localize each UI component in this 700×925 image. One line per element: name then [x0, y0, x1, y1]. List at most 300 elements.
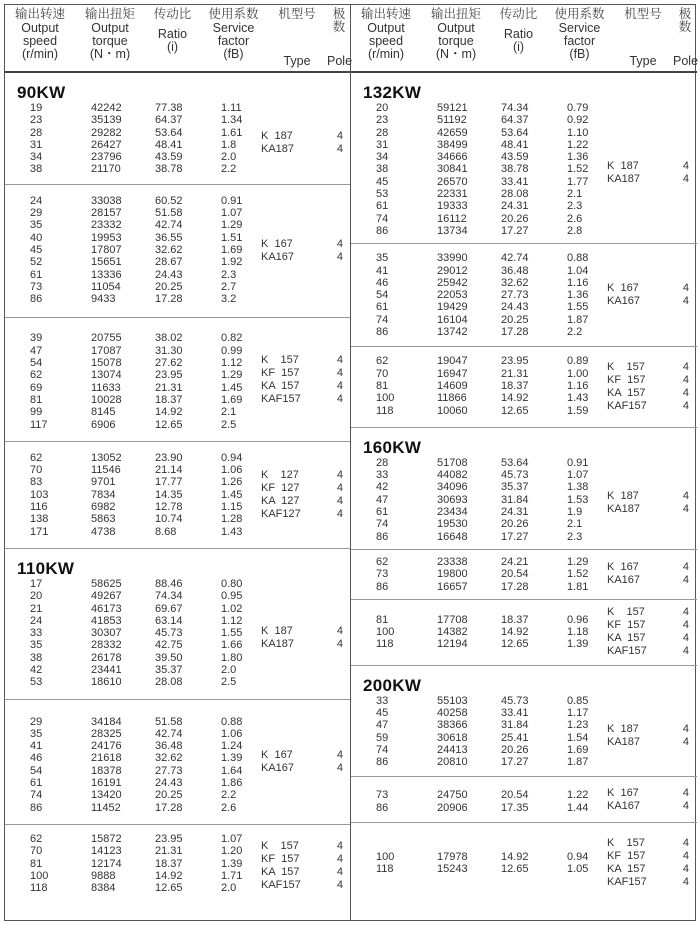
model-type-row	[607, 561, 697, 574]
table-row	[351, 102, 697, 114]
cell-torque: 4738	[91, 525, 116, 538]
table-row	[5, 406, 350, 418]
table-row	[351, 188, 697, 200]
header-label-en: Service	[558, 21, 601, 35]
cell-service-factor: 1.22	[567, 789, 589, 802]
header-service-factor	[546, 5, 613, 71]
pole-count: 4	[336, 852, 343, 865]
cell-speed: 61	[30, 268, 43, 281]
table-row	[351, 457, 697, 469]
cell-ratio: 20.25	[501, 313, 529, 326]
cell-ratio: 42.75	[155, 639, 183, 652]
cell-torque: 19047	[437, 355, 468, 368]
pole-count: 4	[682, 295, 689, 308]
header-label-en: Type	[629, 54, 657, 68]
cell-ratio: 28.08	[155, 676, 183, 689]
cell-speed: 47	[376, 493, 389, 506]
model-type-row	[261, 251, 350, 264]
cell-speed: 86	[376, 756, 389, 769]
header-label-en: Output	[367, 21, 405, 35]
cell-service-factor: 1.12	[221, 357, 243, 370]
cell-torque: 20755	[91, 332, 122, 345]
model-types	[261, 354, 350, 406]
cell-ratio: 17.28	[155, 801, 183, 814]
header-label-en: (N・m)	[435, 47, 477, 61]
header-pole	[673, 5, 697, 71]
pole-count: 4	[682, 735, 689, 748]
header-ratio	[145, 5, 200, 71]
model-type-row	[261, 143, 350, 156]
cell-ratio: 24.21	[501, 555, 529, 568]
cell-torque: 15243	[437, 863, 468, 876]
cell-service-factor: 1.12	[221, 614, 243, 627]
cell-ratio: 23.95	[155, 832, 183, 845]
cell-torque: 26427	[91, 138, 122, 151]
cell-ratio: 20.25	[155, 280, 183, 293]
model-type: KF 157	[607, 374, 646, 387]
model-type-row	[261, 508, 350, 521]
cell-torque: 13734	[437, 224, 468, 237]
cell-service-factor: 1.39	[567, 638, 589, 651]
cell-speed: 28	[30, 126, 43, 139]
cell-speed: 116	[30, 501, 48, 514]
cell-service-factor: 1.54	[567, 731, 589, 744]
model-type: K 187	[607, 489, 639, 502]
cell-torque: 19800	[437, 568, 468, 581]
model-type-row	[607, 574, 697, 587]
header-label-en: (fB)	[569, 47, 590, 61]
cell-speed: 47	[30, 344, 43, 357]
model-type-row	[607, 645, 697, 658]
model-group	[5, 825, 350, 906]
model-type-row	[607, 800, 697, 813]
cell-ratio: 20.26	[501, 518, 529, 531]
header-label-en: Ratio	[157, 27, 188, 41]
model-type-row	[607, 837, 697, 850]
model-type-row	[607, 160, 697, 173]
cell-torque: 23434	[437, 506, 468, 519]
cell-speed: 86	[376, 326, 389, 339]
cell-torque: 11054	[91, 280, 121, 293]
cell-torque: 23796	[91, 151, 122, 164]
cell-torque: 28157	[91, 207, 122, 220]
cell-torque: 11452	[91, 801, 121, 814]
cell-speed: 100	[376, 626, 395, 639]
model-type-row	[261, 469, 350, 482]
cell-torque: 10060	[437, 404, 468, 417]
cell-service-factor: 1.44	[567, 801, 589, 814]
model-types	[607, 837, 697, 889]
cell-ratio: 36.48	[155, 740, 183, 753]
cell-service-factor: 2.8	[567, 224, 583, 237]
model-type: K 167	[607, 786, 639, 799]
cell-ratio: 14.35	[155, 488, 183, 501]
power-rating-title: 110KW	[17, 558, 75, 578]
cell-speed: 20	[376, 102, 389, 114]
pole-count: 4	[336, 353, 343, 366]
cell-ratio: 38.02	[155, 332, 183, 345]
model-group	[351, 244, 697, 347]
cell-ratio: 77.38	[155, 102, 183, 114]
cell-ratio: 31.30	[155, 344, 183, 357]
model-types	[261, 238, 350, 264]
model-types	[261, 749, 350, 775]
model-type: KA 157	[607, 632, 646, 645]
cell-torque: 25942	[437, 276, 468, 289]
header-label-cn: 传动比	[499, 7, 538, 21]
cell-torque: 34184	[91, 715, 122, 728]
model-types	[261, 625, 350, 651]
cell-torque: 33038	[91, 194, 122, 207]
cell-service-factor: 1.29	[221, 369, 243, 382]
cell-service-factor: 0.91	[567, 456, 589, 469]
model-type-row	[261, 354, 350, 367]
power-rating-title: 160KW	[363, 437, 422, 457]
header-label-cn: 输出扭矩	[430, 7, 481, 21]
cell-service-factor: 1.64	[221, 764, 243, 777]
cell-service-factor: 0.94	[567, 851, 589, 864]
cell-ratio: 17.27	[501, 224, 529, 237]
cell-speed: 23	[30, 114, 43, 127]
model-type-row	[607, 787, 697, 800]
model-type: KA 157	[607, 387, 646, 400]
pole-count: 4	[682, 876, 689, 889]
model-type-row	[607, 850, 697, 863]
model-type: KA 157	[261, 379, 300, 392]
cell-ratio: 17.77	[155, 476, 183, 489]
table-row	[5, 332, 350, 344]
cell-ratio: 18.37	[155, 393, 183, 406]
cell-speed: 29	[30, 207, 43, 220]
power-rating-title: 132KW	[363, 83, 422, 102]
cell-torque: 23338	[437, 555, 468, 568]
cell-speed: 70	[30, 464, 43, 477]
table-row	[351, 114, 697, 126]
pole-count: 4	[682, 863, 689, 876]
cell-ratio: 48.41	[155, 138, 183, 151]
cell-torque: 22053	[437, 289, 468, 302]
cell-ratio: 17.28	[501, 326, 529, 339]
cell-torque: 15078	[91, 357, 122, 370]
table-header	[5, 5, 353, 73]
cell-speed: 53	[30, 676, 43, 689]
cell-service-factor: 0.88	[567, 252, 589, 265]
cell-speed: 45	[376, 175, 389, 188]
cell-torque: 16191	[91, 777, 122, 790]
table-row	[351, 756, 697, 768]
header-label-en: Output	[21, 21, 59, 35]
cell-service-factor: 1.45	[221, 381, 243, 394]
table-row	[351, 326, 697, 338]
cell-service-factor: 1.86	[221, 777, 243, 790]
model-types	[261, 130, 350, 156]
cell-speed: 61	[376, 506, 389, 519]
header-label-en: Type	[283, 54, 311, 68]
cell-service-factor: 1.17	[567, 706, 589, 719]
model-types	[607, 561, 697, 587]
header-label-en: (N・m)	[89, 47, 131, 61]
cell-service-factor: 2.3	[567, 200, 583, 213]
cell-ratio: 64.37	[501, 114, 529, 127]
header-label-cn: 极数	[332, 7, 346, 34]
model-type-row	[261, 130, 350, 143]
cell-ratio: 32.62	[155, 752, 183, 765]
cell-torque: 19333	[437, 200, 468, 213]
cell-speed: 38	[30, 651, 43, 664]
cell-ratio: 43.59	[501, 151, 529, 164]
cell-ratio: 12.65	[155, 882, 183, 895]
model-type: K 167	[261, 238, 293, 251]
cell-service-factor: 1.04	[567, 264, 589, 277]
cell-ratio: 35.37	[155, 663, 183, 676]
model-types	[607, 606, 697, 658]
model-type-row	[607, 606, 697, 619]
cell-speed: 86	[376, 801, 389, 814]
cell-ratio: 45.73	[501, 469, 529, 482]
cell-speed: 41	[30, 740, 43, 753]
cell-service-factor: 1.10	[567, 126, 589, 139]
cell-service-factor: 0.99	[221, 344, 243, 357]
header-label-cn: 极数	[678, 7, 692, 34]
power-section	[5, 549, 350, 907]
cell-speed: 86	[376, 224, 389, 237]
table-row	[5, 281, 350, 293]
header-label-en: factor	[217, 34, 250, 48]
cell-speed: 45	[30, 243, 43, 256]
pole-count: 4	[682, 606, 689, 619]
cell-service-factor: 1.8	[221, 138, 237, 151]
table-row	[5, 590, 350, 602]
cell-ratio: 31.84	[501, 719, 529, 732]
cell-ratio: 25.41	[501, 731, 529, 744]
table-row	[351, 707, 697, 719]
cell-ratio: 38.78	[501, 163, 529, 176]
cell-service-factor: 1.52	[567, 568, 589, 581]
cell-service-factor: 1.43	[221, 525, 243, 538]
cell-torque: 30841	[437, 163, 468, 176]
cell-torque: 17978	[437, 851, 468, 864]
cell-service-factor: 1.16	[567, 379, 589, 392]
model-type: K 187	[607, 159, 639, 172]
table-row	[5, 293, 350, 305]
header-label-en: (r/min)	[367, 47, 405, 61]
table-row	[351, 139, 697, 151]
cell-ratio: 21.14	[155, 464, 183, 477]
model-type: KA167	[261, 251, 295, 264]
cell-speed: 81	[30, 857, 43, 870]
cell-service-factor: 1.07	[221, 207, 243, 220]
cell-torque: 24413	[437, 743, 468, 756]
cell-ratio: 14.92	[155, 869, 183, 882]
pole-count: 4	[682, 502, 689, 515]
cell-ratio: 38.78	[155, 163, 183, 176]
cell-speed: 24	[30, 614, 43, 627]
cell-speed: 81	[376, 379, 389, 392]
model-type: KA187	[607, 735, 641, 748]
table-row	[351, 518, 697, 530]
cell-ratio: 23.90	[155, 451, 183, 464]
cell-ratio: 18.37	[155, 857, 183, 870]
cell-ratio: 31.84	[501, 493, 529, 506]
model-type-row	[607, 295, 697, 308]
cell-torque: 49267	[91, 590, 122, 603]
model-type: K 167	[261, 748, 293, 761]
model-type-row	[607, 736, 697, 749]
cell-torque: 30618	[437, 731, 468, 744]
table-row	[5, 219, 350, 231]
model-type: KF 157	[261, 366, 300, 379]
pole-count: 4	[682, 837, 689, 850]
pole-count: 4	[336, 878, 343, 891]
cell-service-factor: 2.6	[221, 801, 237, 814]
table-row	[5, 419, 350, 431]
cell-speed: 23	[376, 114, 389, 127]
cell-ratio: 28.67	[155, 256, 183, 269]
cell-speed: 42	[376, 481, 389, 494]
cell-speed: 28	[376, 126, 389, 139]
table-row	[5, 195, 350, 207]
cell-ratio: 23.95	[155, 369, 183, 382]
cell-service-factor: 1.22	[567, 138, 589, 151]
cell-ratio: 24.43	[155, 777, 183, 790]
cell-ratio: 32.62	[501, 276, 529, 289]
cell-speed: 62	[376, 355, 389, 368]
cell-speed: 38	[30, 163, 43, 176]
cell-torque: 26570	[437, 175, 468, 188]
cell-service-factor: 2.1	[221, 406, 237, 419]
model-group	[351, 550, 697, 600]
model-group	[5, 578, 350, 700]
cell-ratio: 33.41	[501, 175, 529, 188]
pole-count: 4	[336, 392, 343, 405]
cell-torque: 13074	[91, 369, 122, 382]
cell-service-factor: 1.11	[221, 102, 242, 114]
cell-service-factor: 0.89	[567, 355, 589, 368]
cell-service-factor: 0.94	[221, 451, 243, 464]
cell-ratio: 14.92	[155, 406, 183, 419]
cell-service-factor: 1.9	[567, 506, 583, 519]
model-group	[351, 823, 697, 904]
cell-service-factor: 1.23	[567, 719, 589, 732]
cell-speed: 45	[376, 706, 389, 719]
table-row	[5, 163, 350, 175]
cell-torque: 18610	[91, 676, 122, 689]
model-group	[351, 600, 697, 666]
model-type: K 157	[607, 361, 645, 374]
cell-speed: 46	[376, 276, 389, 289]
model-type-row	[607, 400, 697, 413]
cell-service-factor: 1.18	[567, 626, 589, 639]
cell-speed: 31	[30, 138, 43, 151]
cell-speed: 19	[30, 102, 43, 114]
cell-torque: 58625	[91, 577, 122, 590]
cell-service-factor: 1.29	[221, 219, 243, 232]
cell-ratio: 12.65	[155, 418, 183, 431]
table-row	[5, 526, 350, 538]
cell-speed: 118	[376, 638, 394, 651]
model-types	[607, 160, 697, 186]
cell-speed: 81	[376, 613, 389, 626]
cell-service-factor: 1.87	[567, 756, 589, 769]
cell-torque: 6982	[91, 501, 116, 514]
model-type: KA167	[607, 799, 641, 812]
cell-ratio: 14.92	[501, 626, 529, 639]
pole-count: 4	[336, 142, 343, 155]
table-row	[351, 314, 697, 326]
pole-count: 4	[336, 468, 343, 481]
cell-speed: 21	[30, 602, 43, 615]
header-label-en: (fB)	[223, 47, 244, 61]
pole-count: 4	[682, 645, 689, 658]
cell-torque: 42659	[437, 126, 468, 139]
cell-ratio: 24.31	[501, 506, 529, 519]
cell-torque: 11866	[437, 392, 467, 405]
cell-speed: 34	[376, 151, 389, 164]
model-type: K 187	[261, 129, 293, 142]
pole-count: 4	[336, 366, 343, 379]
cell-ratio: 88.46	[155, 577, 183, 590]
cell-ratio: 14.92	[501, 851, 529, 864]
cell-service-factor: 2.2	[221, 789, 237, 802]
cell-service-factor: 0.91	[221, 194, 243, 207]
model-group	[351, 102, 697, 244]
cell-torque: 12174	[91, 857, 122, 870]
cell-ratio: 42.74	[501, 252, 529, 265]
cell-service-factor: 1.43	[567, 392, 589, 405]
model-type-row	[261, 495, 350, 508]
model-type-row	[261, 638, 350, 651]
cell-service-factor: 1.07	[221, 832, 243, 845]
cell-ratio: 12.65	[501, 863, 529, 876]
header-label-en: Service	[212, 21, 255, 35]
cell-speed: 86	[30, 801, 43, 814]
model-type-row	[261, 866, 350, 879]
cell-speed: 103	[30, 488, 49, 501]
model-type-row	[607, 723, 697, 736]
cell-torque: 10028	[91, 393, 122, 406]
cell-torque: 16104	[437, 313, 468, 326]
pole-count: 4	[336, 761, 343, 774]
cell-service-factor: 1.59	[567, 404, 589, 417]
pole-count: 4	[682, 632, 689, 645]
cell-speed: 54	[30, 357, 43, 370]
cell-service-factor: 2.3	[221, 268, 237, 281]
cell-torque: 20906	[437, 801, 468, 814]
table-row	[351, 531, 697, 543]
model-type-row	[607, 361, 697, 374]
cell-service-factor: 2.1	[567, 188, 583, 201]
cell-ratio: 20.54	[501, 789, 529, 802]
header-label-cn: 机型号	[278, 7, 316, 21]
pole-count: 4	[336, 748, 343, 761]
table-row	[5, 452, 350, 464]
cell-ratio: 18.37	[501, 613, 529, 626]
cell-speed: 86	[376, 530, 389, 543]
cell-torque: 11633	[91, 381, 121, 394]
pole-count: 4	[336, 494, 343, 507]
model-type-row	[607, 490, 697, 503]
cell-service-factor: 1.16	[567, 276, 589, 289]
left-column	[5, 5, 351, 920]
header-label-cn: 输出转速	[360, 7, 411, 21]
table-row	[351, 469, 697, 481]
table-row	[5, 676, 350, 688]
model-type: KF 157	[261, 852, 300, 865]
model-type: KA167	[607, 295, 641, 308]
model-type: KA 157	[261, 865, 300, 878]
cell-ratio: 42.74	[155, 727, 183, 740]
cell-service-factor: 1.39	[221, 752, 243, 765]
